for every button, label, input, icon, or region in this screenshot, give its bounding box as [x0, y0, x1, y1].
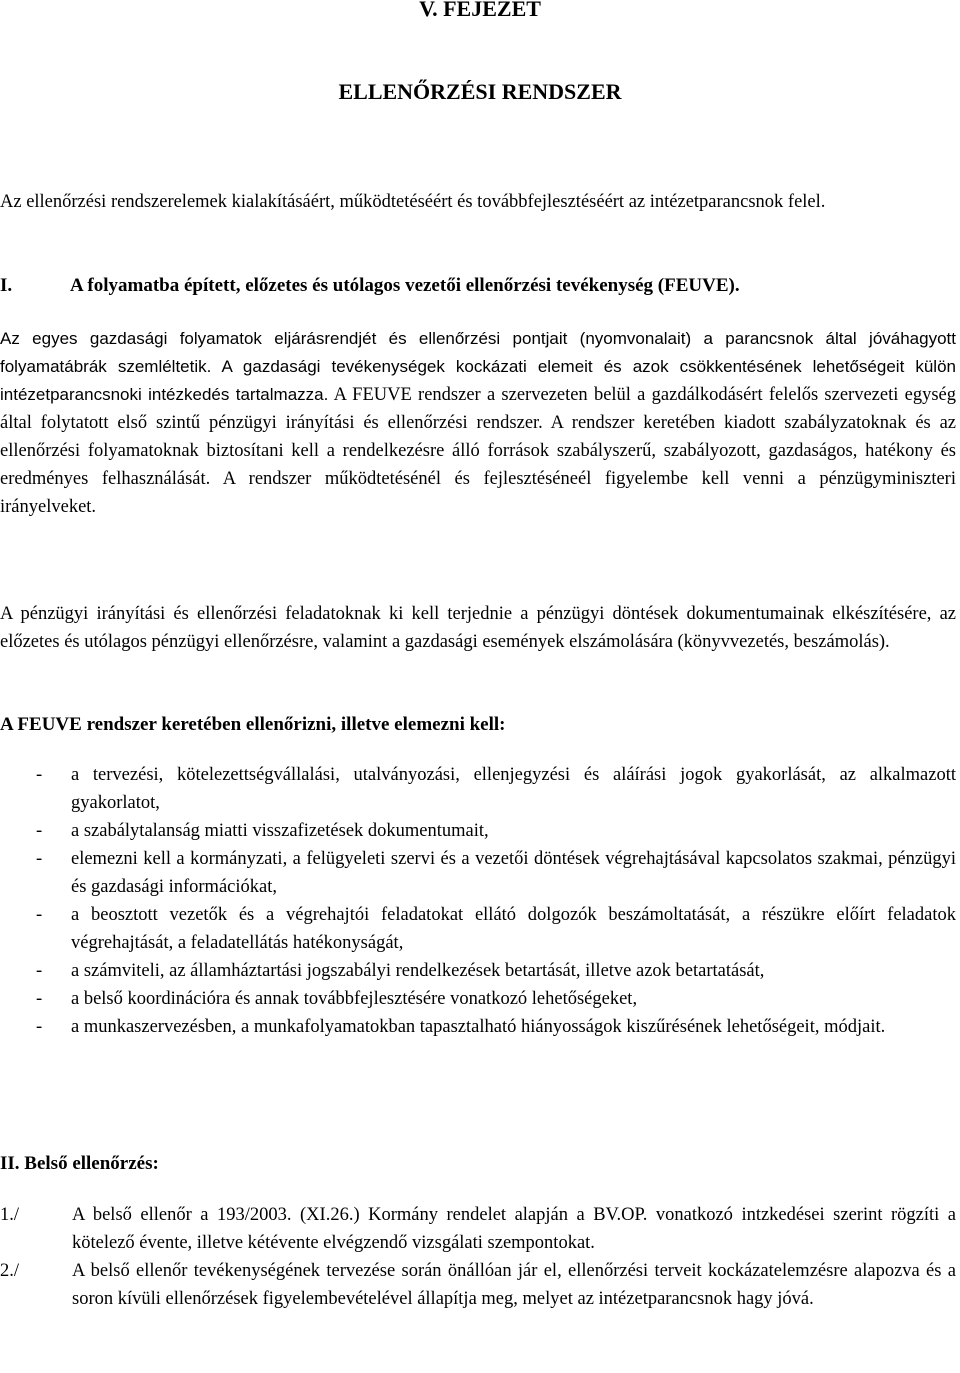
feuve-paragraph-2: A pénzügyi irányítási és ellenőrzési feladatoknak ki kell terjednie a pénzügyi döntések dokumentumainak elkészítésére, az előzetes és utólagos pénzügyi ellenőrzésre, valamint a gazdasági események elszámolására (könyvvezetés, beszámolás).	[0, 604, 956, 652]
list-item: 1./ A belső ellenőr a 193/2003. (XI.26.) Kormány rendelet alapján a BV.OP. vonatkozó intzkedései szerint rögzíti a kötelező évente, illetve kétévente elvégzendő vizsgálati szempontokat.	[0, 1201, 956, 1257]
feuve-checklist	[0, 761, 956, 1041]
list-item: - a beosztott vezetők és a végrehajtói feladatokat ellátó dolgozók beszámoltatását, a részükre előírt feladatok végrehajtását, a feladatellátás hatékonyságát,	[0, 901, 956, 957]
section-1-number: I.	[0, 275, 13, 296]
chapter-title: ELLENŐRZÉSI RENDSZER	[338, 79, 622, 104]
item-number: 1./	[0, 1205, 20, 1225]
item-number: 2./	[0, 1261, 20, 1281]
dash-bullet: -	[36, 905, 43, 925]
feuve-paragraph-1	[0, 325, 956, 521]
list-item: - a szabálytalanság miatti visszafizetések dokumentumait,	[0, 817, 956, 845]
list-item: 2./ A belső ellenőr tevékenységének tervezése során önállóan jár el, ellenőrzési terveit kockázatelemzésre alapozva és a soron kívüli ellenőrzések figyelembevételével állapítja meg, melyet az intézetparancsnok hagy jóvá.	[0, 1257, 956, 1313]
feuve-paragraph-1-serif: A FEUVE rendszer a szervezeten belül a gazdálkodásért felelős szervezeti egység által folytatott első szintű pénzügyi irányítási és ellenőrzési rendszer.	[0, 385, 956, 433]
dash-bullet: -	[36, 849, 43, 869]
dash-bullet: -	[36, 821, 43, 841]
section-1-heading	[0, 272, 740, 300]
section-2-heading: II. Belső ellenőrzés:	[0, 1153, 159, 1174]
feuve-list-heading: A FEUVE rendszer keretében ellenőrizni, illetve elemezni kell:	[0, 714, 506, 735]
intro-paragraph: Az ellenőrzési rendszerelemek kialakításáért, működtetéséért és továbbfejlesztéséért az intézetparancsnok felel.	[0, 192, 826, 212]
feuve-paragraph-1-sans: Az egyes gazdasági folyamatok eljárásrendjét és ellenőrzési pontjait (nyomvonalait) a parancsnok által jóváhagyott folyamatábrák szemléltetik. A gazdasági tevékenységek kockázati elemeit és azok csökkentésének lehetőségeit külön intézetparancsnoki intézkedés tartalmazza.	[0, 329, 956, 404]
dash-bullet: -	[36, 961, 43, 981]
list-item: - elemezni kell a kormányzati, a felügyeleti szervi és a vezetői döntések végrehajtásával kapcsolatos szakmai, pénzügyi és gazdasági információkat,	[0, 845, 956, 901]
list-item: - a belső koordinációra és annak továbbfejlesztésére vonatkozó lehetőségeket,	[0, 985, 956, 1013]
feuve-paragraph-1-serif-2: A rendszer keretében kiadott szabályzatoknak és az ellenőrzési folyamatoknak biztosítani kell a rendelkezésre álló források szabályszerű, szabályozott, gazdaságos, hatékony és eredményes felhasználását. A rendszer működtetésénél és fejlesztéséneél figyelembe kell venni a pénzügyminiszteri irányelveket.	[0, 413, 956, 517]
list-item: - a tervezési, kötelezettségvállalási, utalványozási, ellenjegyzési és aláírási jogok gyakorlását, az alkalmazott gyakorlatot,	[0, 761, 956, 817]
list-item: - a munkaszervezésben, a munkafolyamatokban tapasztalható hiányosságok kiszűrésének lehetőségeit, módjait.	[0, 1013, 956, 1041]
section-1-title: A folyamatba épített, előzetes és utólagos vezetői ellenőrzési tevékenység (FEUVE).	[70, 275, 740, 296]
dash-bullet: -	[36, 1017, 43, 1037]
list-item: - a számviteli, az államháztartási jogszabályi rendelkezések betartását, illetve azok betartatását,	[0, 957, 956, 985]
dash-bullet: -	[36, 989, 43, 1009]
internal-audit-list	[0, 1201, 956, 1313]
dash-bullet: -	[36, 765, 43, 785]
chapter-heading: V. FEJEZET	[419, 0, 541, 21]
